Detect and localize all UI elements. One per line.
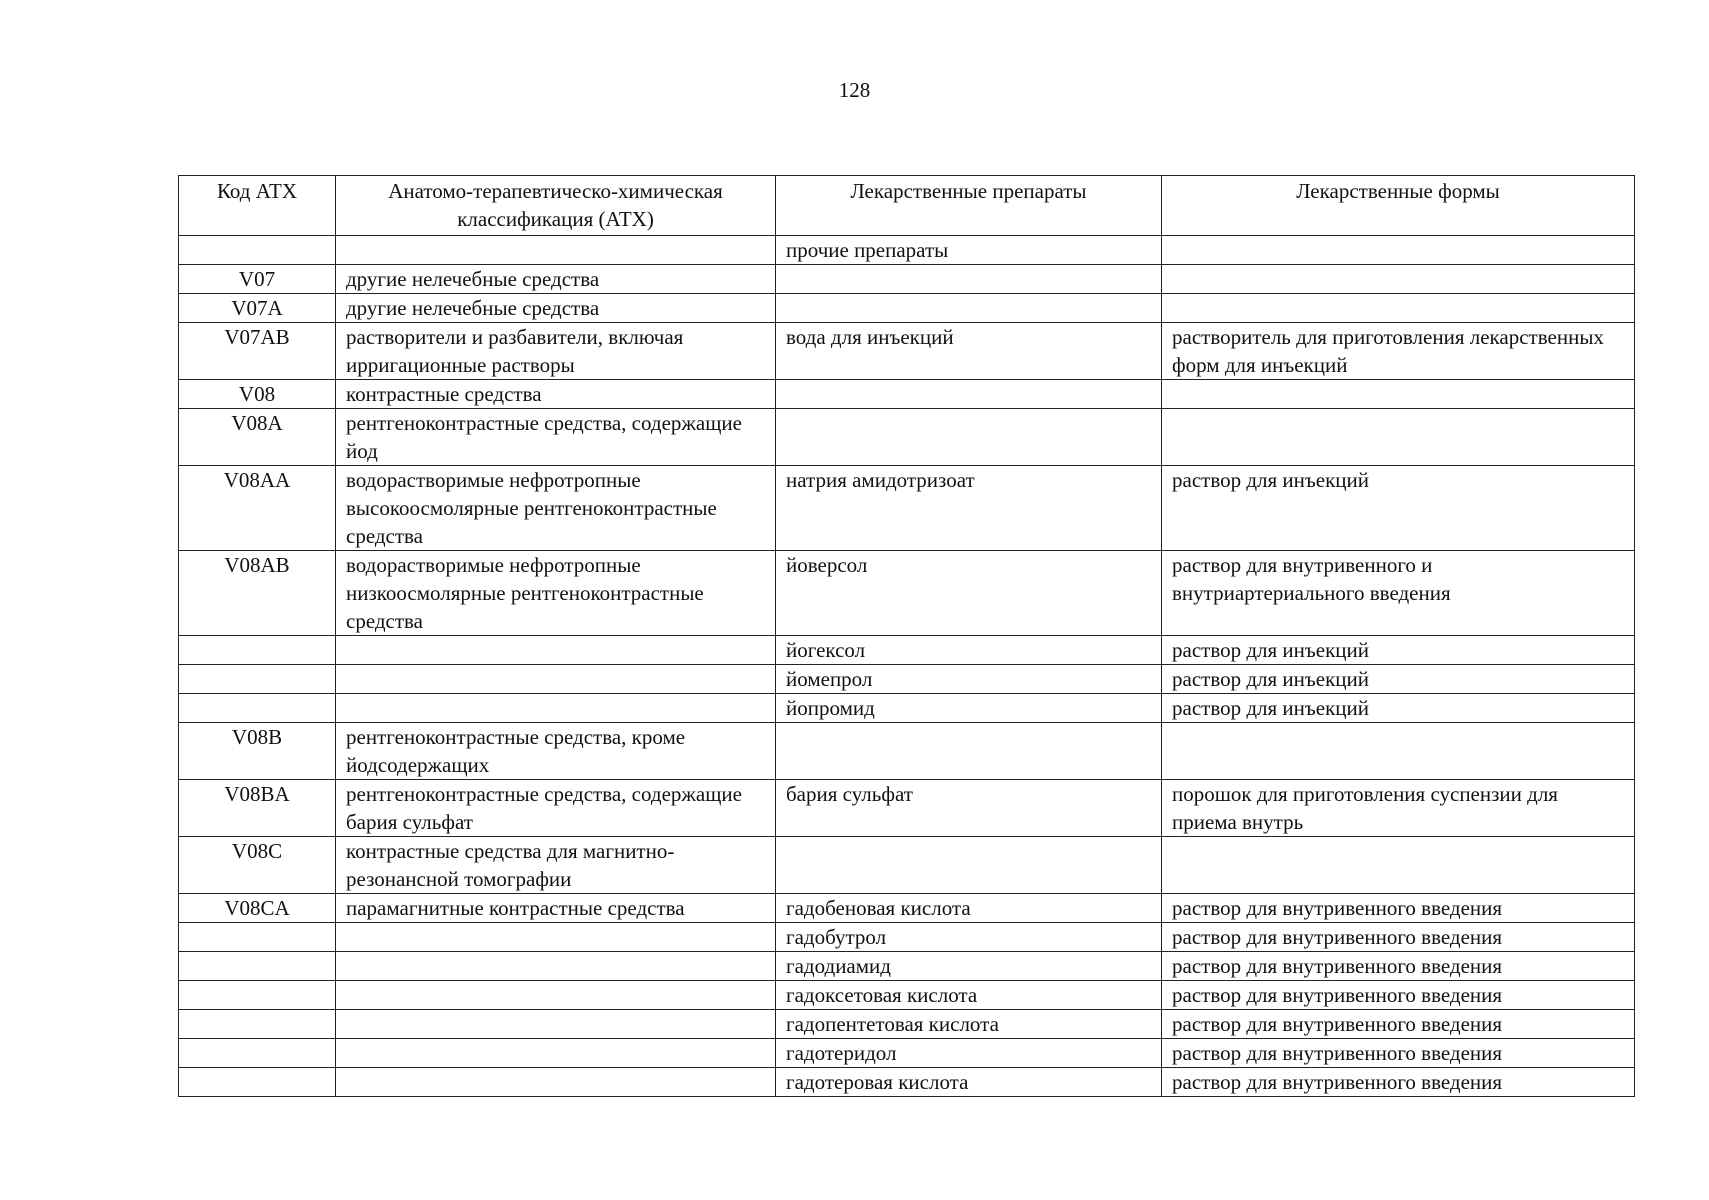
cell-code: V08A <box>179 409 336 466</box>
cell-code <box>179 694 336 723</box>
cell-code: V08AA <box>179 466 336 551</box>
cell-classification <box>336 923 776 952</box>
cell-code: V08 <box>179 380 336 409</box>
cell-drug <box>776 265 1162 294</box>
cell-form: раствор для внутривенного введения <box>1162 952 1635 981</box>
cell-classification <box>336 981 776 1010</box>
cell-drug <box>776 294 1162 323</box>
cell-classification <box>336 1039 776 1068</box>
cell-drug <box>776 723 1162 780</box>
cell-classification: водорастворимые нефротропные высокоосмолярные рентгеноконтрастные средства <box>336 466 776 551</box>
table-row <box>179 294 1635 323</box>
cell-drug <box>776 409 1162 466</box>
header-code: Код АТХ <box>179 176 336 236</box>
cell-classification: парамагнитные контрастные средства <box>336 894 776 923</box>
cell-form <box>1162 236 1635 265</box>
header-drugs: Лекарственные препараты <box>776 176 1162 236</box>
cell-drug: вода для инъекций <box>776 323 1162 380</box>
cell-drug: гадодиамид <box>776 952 1162 981</box>
table-body <box>179 236 1635 1097</box>
cell-classification: водорастворимые нефротропные низкоосмолярные рентгеноконтрастные средства <box>336 551 776 636</box>
cell-drug: гадоксетовая кислота <box>776 981 1162 1010</box>
cell-classification: другие нелечебные средства <box>336 294 776 323</box>
cell-classification: рентгеноконтрастные средства, содержащие йод <box>336 409 776 466</box>
cell-code <box>179 981 336 1010</box>
table-header <box>179 176 1635 236</box>
cell-form: раствор для внутривенного введения <box>1162 923 1635 952</box>
cell-classification <box>336 694 776 723</box>
cell-code: V08BA <box>179 780 336 837</box>
table-row <box>179 409 1635 466</box>
cell-form: порошок для приготовления суспензии для приема внутрь <box>1162 780 1635 837</box>
header-classification: Анатомо-терапевтическо-химическая классификация (АТХ) <box>336 176 776 236</box>
cell-classification: рентгеноконтрастные средства, кроме йодсодержащих <box>336 723 776 780</box>
table-row <box>179 780 1635 837</box>
cell-classification <box>336 1010 776 1039</box>
table-row <box>179 665 1635 694</box>
cell-classification <box>336 636 776 665</box>
table-row <box>179 236 1635 265</box>
cell-classification: другие нелечебные средства <box>336 265 776 294</box>
cell-code: V07AB <box>179 323 336 380</box>
cell-code <box>179 636 336 665</box>
table-row <box>179 694 1635 723</box>
cell-code <box>179 923 336 952</box>
cell-form <box>1162 837 1635 894</box>
cell-drug: йомепрол <box>776 665 1162 694</box>
table-row <box>179 551 1635 636</box>
cell-form <box>1162 294 1635 323</box>
cell-form: раствор для внутривенного введения <box>1162 1010 1635 1039</box>
cell-classification <box>336 665 776 694</box>
cell-classification <box>336 1068 776 1097</box>
cell-code: V08C <box>179 837 336 894</box>
cell-form: раствор для внутривенного введения <box>1162 894 1635 923</box>
cell-drug: йогексол <box>776 636 1162 665</box>
cell-form: раствор для инъекций <box>1162 665 1635 694</box>
table-row <box>179 952 1635 981</box>
cell-code <box>179 1010 336 1039</box>
cell-form: раствор для инъекций <box>1162 636 1635 665</box>
cell-code <box>179 236 336 265</box>
table-row <box>179 981 1635 1010</box>
cell-form <box>1162 265 1635 294</box>
cell-form <box>1162 409 1635 466</box>
cell-drug: гадобеновая кислота <box>776 894 1162 923</box>
cell-code: V08AB <box>179 551 336 636</box>
cell-drug: гадотеридол <box>776 1039 1162 1068</box>
cell-drug: натрия амидотризоат <box>776 466 1162 551</box>
cell-drug: бария сульфат <box>776 780 1162 837</box>
cell-classification: рентгеноконтрастные средства, содержащие бария сульфат <box>336 780 776 837</box>
table-row <box>179 1010 1635 1039</box>
table-row <box>179 1068 1635 1097</box>
cell-code <box>179 952 336 981</box>
cell-classification <box>336 952 776 981</box>
table-row <box>179 894 1635 923</box>
cell-form: раствор для внутривенного введения <box>1162 1068 1635 1097</box>
cell-code <box>179 1039 336 1068</box>
table-row <box>179 380 1635 409</box>
cell-drug: прочие препараты <box>776 236 1162 265</box>
cell-drug: гадопентетовая кислота <box>776 1010 1162 1039</box>
cell-classification: растворители и разбавители, включая ирригационные растворы <box>336 323 776 380</box>
cell-classification: контрастные средства для магнитно-резонансной томографии <box>336 837 776 894</box>
table-row <box>179 323 1635 380</box>
table-row <box>179 265 1635 294</box>
atx-table <box>178 175 1635 1097</box>
cell-drug: гадотеровая кислота <box>776 1068 1162 1097</box>
cell-drug: гадобутрол <box>776 923 1162 952</box>
cell-code: V07 <box>179 265 336 294</box>
cell-drug <box>776 837 1162 894</box>
cell-classification <box>336 236 776 265</box>
cell-drug <box>776 380 1162 409</box>
cell-code <box>179 1068 336 1097</box>
page-number: 128 <box>838 78 871 102</box>
cell-form <box>1162 380 1635 409</box>
table-row <box>179 923 1635 952</box>
cell-form: раствор для внутривенного и внутриартериального введения <box>1162 551 1635 636</box>
cell-form: раствор для инъекций <box>1162 466 1635 551</box>
cell-form <box>1162 723 1635 780</box>
cell-classification: контрастные средства <box>336 380 776 409</box>
cell-code <box>179 665 336 694</box>
table-row <box>179 723 1635 780</box>
table-row <box>179 466 1635 551</box>
cell-form: раствор для инъекций <box>1162 694 1635 723</box>
cell-drug: йопромид <box>776 694 1162 723</box>
cell-drug: йоверсол <box>776 551 1162 636</box>
cell-code: V07A <box>179 294 336 323</box>
cell-form: раствор для внутривенного введения <box>1162 1039 1635 1068</box>
cell-code: V08CA <box>179 894 336 923</box>
table-row <box>179 636 1635 665</box>
header-forms: Лекарственные формы <box>1162 176 1635 236</box>
cell-code: V08B <box>179 723 336 780</box>
table-row <box>179 837 1635 894</box>
cell-form: растворитель для приготовления лекарственных форм для инъекций <box>1162 323 1635 380</box>
table-row <box>179 1039 1635 1068</box>
cell-form: раствор для внутривенного введения <box>1162 981 1635 1010</box>
